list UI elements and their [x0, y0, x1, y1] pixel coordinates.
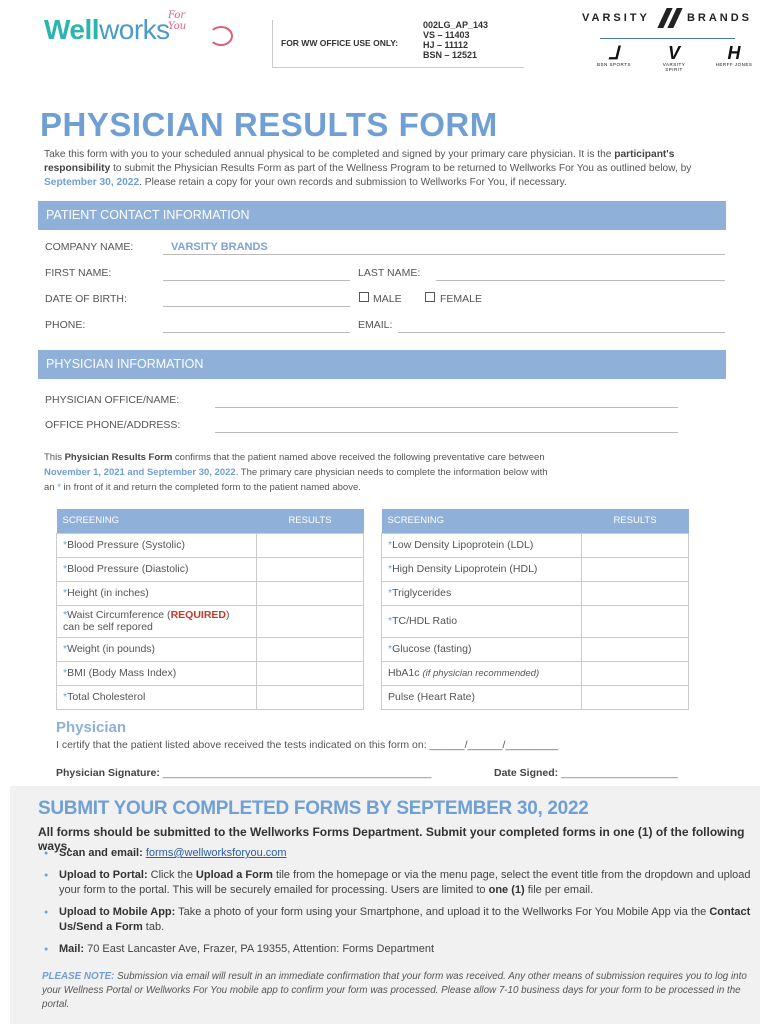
- first-name-field[interactable]: [163, 280, 350, 281]
- table-row: *Total Cholesterol: [57, 685, 364, 709]
- table-row: *Blood Pressure (Systolic): [57, 533, 364, 557]
- submit-subheading: All forms should be submitted to the Wellworks Forms Department. Submit your completed forms in one (1) of the following ways.: [38, 825, 745, 853]
- patient-section-header: PATIENT CONTACT INFORMATION: [38, 201, 726, 230]
- female-label: FEMALE: [440, 293, 483, 305]
- company-name-value: VARSITY BRANDS: [171, 241, 268, 253]
- office-use-box: [272, 20, 524, 68]
- results-header: RESULTS: [582, 509, 689, 533]
- result-cell[interactable]: [257, 581, 364, 605]
- female-checkbox[interactable]: [425, 292, 435, 302]
- table-row: *Glucose (fasting): [382, 637, 689, 661]
- result-cell[interactable]: [582, 605, 689, 637]
- slashes-icon: [656, 8, 681, 28]
- phone-field[interactable]: [163, 332, 350, 333]
- result-cell[interactable]: [582, 661, 689, 685]
- confirmation-text: This Physician Results Form confirms that the patient named above received the following preventative care between November 1, 2021 and September 30, 2022. The primary care physician needs to complete the information below with an * in front of it and return the completed form to the patient named above.: [44, 452, 548, 493]
- company-name-field[interactable]: [163, 254, 725, 255]
- email-label: EMAIL:: [358, 319, 393, 331]
- herff-jones-logo: H HERFF JONES: [715, 43, 753, 67]
- varsity-spirit-logo: V VARSITY SPIRIT: [662, 43, 686, 72]
- screening-header: SCREENING: [382, 509, 582, 533]
- intro-text: Take this form with you to your scheduled annual physical to be completed and signed by your primary care physician. It is the participant's responsibility to submit the Physician Results Form as part of the Wellness Program to be returned to Wellworks For You as outlined below, by September 30, 2022. Please retain a copy for your own records and submission to Wellworks For You, if necessary.: [44, 149, 692, 188]
- submission-methods: [44, 846, 754, 964]
- result-cell[interactable]: [257, 685, 364, 709]
- certification-text: I certify that the patient listed above received the tests indicated on this form on: ______/______/_________: [56, 739, 559, 751]
- page-title: PHYSICIAN RESULTS FORM: [40, 106, 498, 143]
- table-row: *Blood Pressure (Diastolic): [57, 557, 364, 581]
- result-cell[interactable]: [257, 637, 364, 661]
- office-phone-field[interactable]: [215, 432, 678, 433]
- physician-office-field[interactable]: [215, 407, 678, 408]
- result-cell[interactable]: [582, 557, 689, 581]
- results-header: RESULTS: [257, 509, 364, 533]
- table-row: *High Density Lipoprotein (HDL): [382, 557, 689, 581]
- dob-label: DATE OF BIRTH:: [45, 293, 127, 305]
- screening-table-right: [381, 509, 689, 710]
- varsity-brands-wordmark: VARSITY BRANDS: [582, 8, 752, 28]
- submit-heading: SUBMIT YOUR COMPLETED FORMS BY SEPTEMBER 30, 2022: [38, 798, 589, 819]
- list-item: ● Scan and email: forms@wellworksforyou.com: [44, 846, 754, 861]
- logo-wordmark: Wellworks: [44, 14, 170, 45]
- first-name-label: FIRST NAME:: [45, 267, 112, 279]
- result-cell[interactable]: [257, 533, 364, 557]
- table-row: *Height (in inches): [57, 581, 364, 605]
- dob-field[interactable]: [163, 306, 350, 307]
- screening-header: SCREENING: [57, 509, 257, 533]
- table-row: *TC/HDL Ratio: [382, 605, 689, 637]
- office-phone-label: OFFICE PHONE/ADDRESS:: [45, 419, 181, 431]
- physician-signature-field[interactable]: Physician Signature: ______________________________________________: [56, 767, 432, 779]
- table-row: *BMI (Body Mass Index): [57, 661, 364, 685]
- result-cell[interactable]: [582, 581, 689, 605]
- table-row: *Low Density Lipoprotein (LDL): [382, 533, 689, 557]
- screening-table-left: [56, 509, 364, 710]
- result-cell[interactable]: [257, 661, 364, 685]
- table-row: HbA1c (if physician recommended): [382, 661, 689, 685]
- email-link[interactable]: forms@wellworksforyou.com: [145, 847, 287, 859]
- table-row: *Waist Circumference (REQUIRED) can be self repored: [57, 605, 364, 637]
- wellworks-logo: [44, 10, 204, 50]
- physician-section-header: PHYSICIAN INFORMATION: [38, 350, 726, 379]
- result-cell[interactable]: [582, 533, 689, 557]
- list-item: ● Upload to Mobile App: Take a photo of your form using your Smartphone, and upload it to the Wellworks For You Mobile App via the Contact Us/Send a Form tab.: [44, 905, 754, 935]
- varsity-brands-logo: [582, 8, 752, 72]
- last-name-field[interactable]: [436, 280, 725, 281]
- phone-label: PHONE:: [45, 319, 86, 331]
- table-row: Pulse (Heart Rate): [382, 685, 689, 709]
- table-row: *Weight (in pounds): [57, 637, 364, 661]
- result-cell[interactable]: [257, 557, 364, 581]
- date-signed-field[interactable]: Date Signed: ____________________: [494, 767, 678, 779]
- bsn-sports-logo: ⅃ BSN SPORTS: [597, 43, 631, 67]
- physician-office-label: PHYSICIAN OFFICE/NAME:: [45, 394, 180, 406]
- result-cell[interactable]: [582, 685, 689, 709]
- result-cell[interactable]: [257, 605, 364, 637]
- physician-heading: Physician: [56, 719, 127, 736]
- office-use-label: FOR WW OFFICE USE ONLY:: [281, 38, 399, 48]
- list-item: ● Upload to Portal: Click the Upload a Form tile from the homepage or via the menu page, select the event title from the dropdown and upload your form to the portal. This will be securely emailed for processing. Users are limited to one (1) file per email.: [44, 868, 754, 898]
- submission-panel: [10, 786, 760, 1024]
- last-name-label: LAST NAME:: [358, 267, 421, 279]
- male-checkbox[interactable]: [359, 292, 369, 302]
- email-field[interactable]: [398, 332, 725, 333]
- office-codes: 002LG_AP_143 VS – 11403 HJ – 11112 BSN – 12521: [423, 20, 489, 60]
- logo-tagline: For You: [168, 10, 187, 32]
- male-label: MALE: [373, 293, 402, 305]
- logo-swash-icon: [209, 26, 233, 46]
- result-cell[interactable]: [582, 637, 689, 661]
- table-row: *Triglycerides: [382, 581, 689, 605]
- company-name-label: COMPANY NAME:: [45, 241, 134, 253]
- list-item: ● Mail: 70 East Lancaster Ave, Frazer, PA 19355, Attention: Forms Department: [44, 942, 754, 957]
- please-note: PLEASE NOTE: Submission via email will result in an immediate confirmation that your form was received. Any other means of submission requires you to log into your Wellness Portal or Wellworks For You mobile app to confirm your form was processed. Please allow 7-10 business days for your form to be processed in the portal.: [42, 971, 747, 1010]
